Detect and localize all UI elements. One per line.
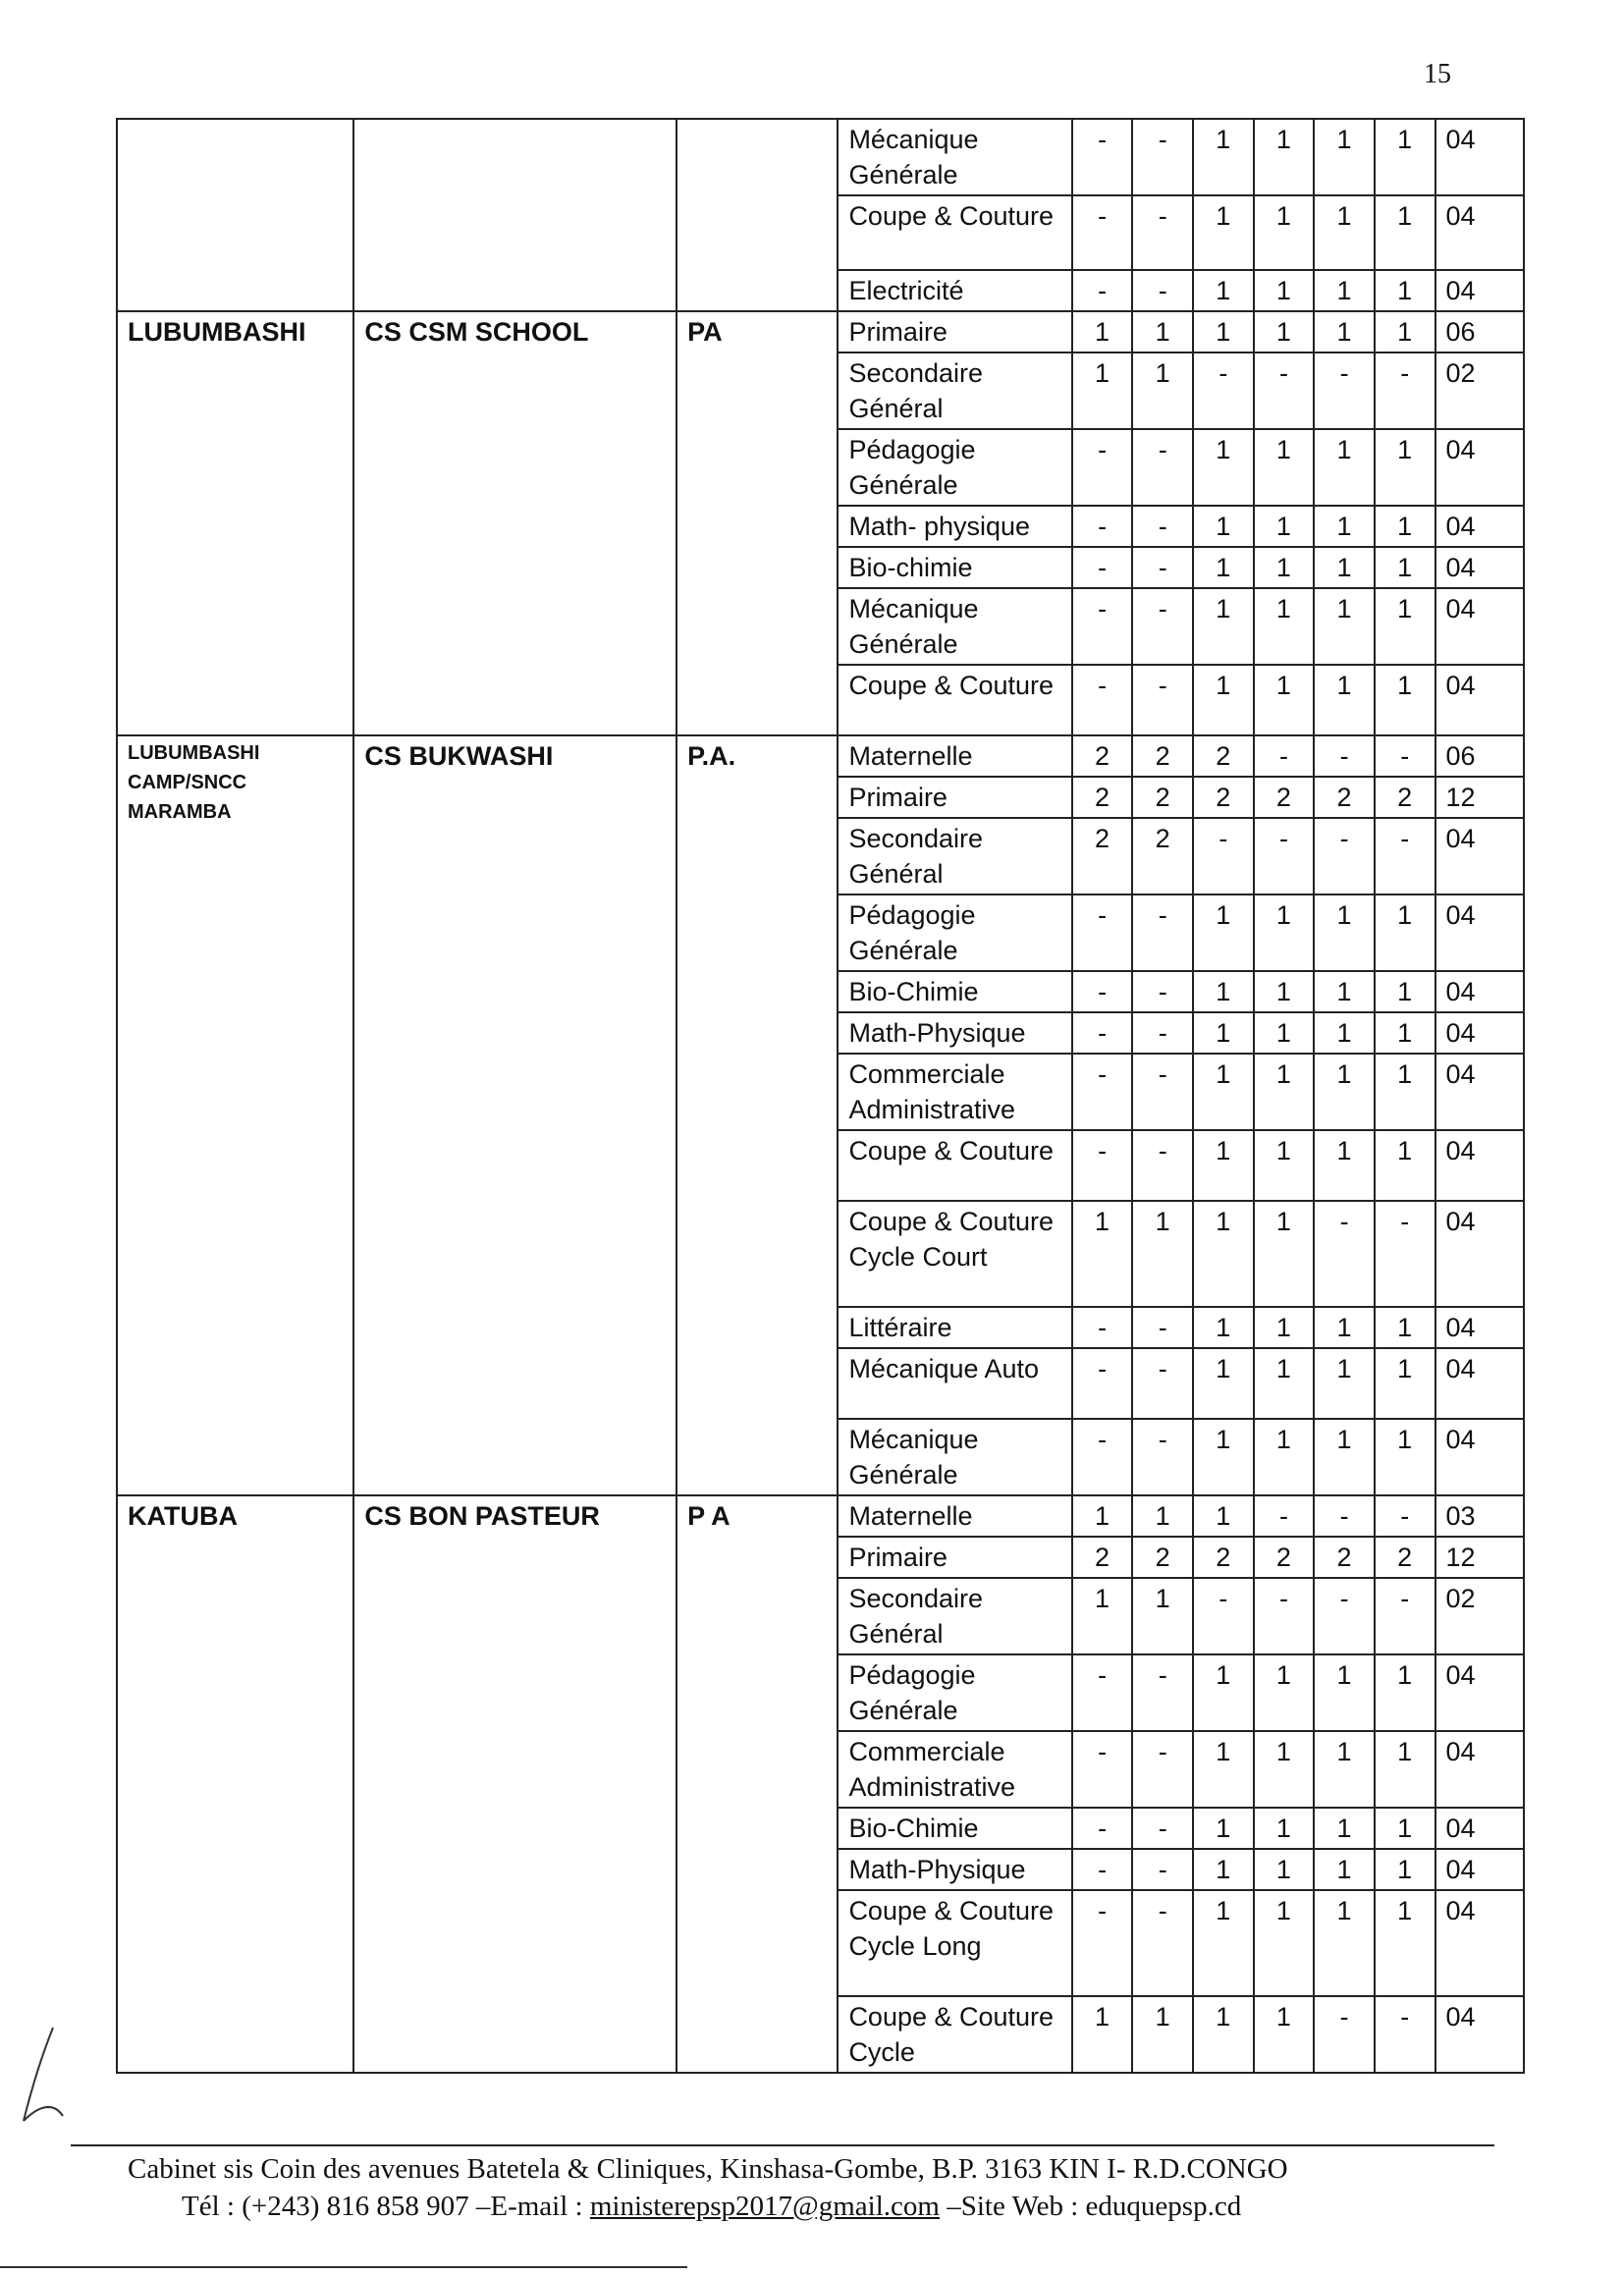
total-cell: 04 bbox=[1435, 195, 1525, 270]
class-count-cell: - bbox=[1072, 894, 1133, 971]
school-cell: CS CSM SCHOOL bbox=[353, 311, 677, 735]
option-cell: Pédagogie Générale bbox=[838, 429, 1071, 506]
class-count-cell: 1 bbox=[1314, 1012, 1375, 1054]
class-count-cell: - bbox=[1132, 1012, 1193, 1054]
class-count-cell: 1 bbox=[1072, 1201, 1133, 1307]
location-cell: KATUBA bbox=[117, 1495, 353, 2073]
total-cell: 06 bbox=[1435, 735, 1525, 777]
class-count-cell: - bbox=[1072, 1130, 1133, 1201]
option-cell: Commerciale Administrative bbox=[838, 1054, 1071, 1130]
class-count-cell: 1 bbox=[1193, 1495, 1254, 1537]
class-count-cell: 1 bbox=[1072, 311, 1133, 352]
class-count-cell: 1 bbox=[1314, 1654, 1375, 1731]
class-count-cell: - bbox=[1072, 429, 1133, 506]
footer-address: Cabinet sis Coin des avenues Batetela & Cliniques, Kinshasa-Gombe, B.P. 3163 KIN I- R.D.CONGO bbox=[128, 2153, 1288, 2185]
option-cell: Bio-chimie bbox=[838, 547, 1071, 588]
class-count-cell: - bbox=[1072, 547, 1133, 588]
class-count-cell: - bbox=[1132, 547, 1193, 588]
class-count-cell: 1 bbox=[1254, 1012, 1315, 1054]
class-count-cell: 1 bbox=[1314, 588, 1375, 665]
class-count-cell: - bbox=[1132, 1419, 1193, 1495]
handwritten-initial bbox=[14, 2023, 73, 2131]
class-count-cell: 2 bbox=[1254, 777, 1315, 818]
class-count-cell: 1 bbox=[1254, 1808, 1315, 1849]
total-cell: 04 bbox=[1435, 1201, 1525, 1307]
option-cell: Primaire bbox=[838, 311, 1071, 352]
total-cell: 04 bbox=[1435, 1054, 1525, 1130]
class-count-cell: 1 bbox=[1254, 429, 1315, 506]
option-cell: Coupe & Couture Cycle bbox=[838, 1996, 1071, 2073]
class-count-cell: 1 bbox=[1193, 270, 1254, 311]
class-count-cell: 1 bbox=[1254, 270, 1315, 311]
class-count-cell: 1 bbox=[1254, 588, 1315, 665]
class-count-cell: 1 bbox=[1314, 119, 1375, 195]
class-count-cell: 1 bbox=[1375, 1130, 1435, 1201]
class-count-cell: 1 bbox=[1254, 1130, 1315, 1201]
class-count-cell: - bbox=[1314, 1201, 1375, 1307]
class-count-cell: 1 bbox=[1072, 1996, 1133, 2073]
class-count-cell: 1 bbox=[1193, 971, 1254, 1012]
class-count-cell: 1 bbox=[1254, 971, 1315, 1012]
class-count-cell: 1 bbox=[1254, 1849, 1315, 1890]
class-count-cell: 1 bbox=[1314, 1890, 1375, 1996]
class-count-cell: 1 bbox=[1314, 429, 1375, 506]
class-count-cell: 1 bbox=[1132, 1578, 1193, 1654]
class-count-cell: - bbox=[1072, 665, 1133, 735]
class-count-cell: - bbox=[1375, 818, 1435, 894]
class-count-cell: 1 bbox=[1375, 665, 1435, 735]
class-count-cell: 1 bbox=[1193, 1201, 1254, 1307]
option-cell: Mécanique Générale bbox=[838, 588, 1071, 665]
class-count-cell: 1 bbox=[1375, 429, 1435, 506]
option-cell: Primaire bbox=[838, 1537, 1071, 1578]
class-count-cell: 1 bbox=[1193, 1890, 1254, 1996]
class-count-cell: - bbox=[1375, 1495, 1435, 1537]
option-cell: Secondaire Général bbox=[838, 818, 1071, 894]
class-count-cell: 1 bbox=[1193, 1808, 1254, 1849]
class-count-cell: 1 bbox=[1314, 311, 1375, 352]
school-cell bbox=[353, 119, 677, 311]
class-count-cell: 2 bbox=[1375, 1537, 1435, 1578]
footer-website: –Site Web : eduquepsp.cd bbox=[939, 2191, 1242, 2222]
class-count-cell: - bbox=[1132, 1130, 1193, 1201]
total-cell: 04 bbox=[1435, 818, 1525, 894]
class-count-cell: - bbox=[1072, 1419, 1133, 1495]
class-count-cell: 2 bbox=[1314, 777, 1375, 818]
option-cell: Primaire bbox=[838, 777, 1071, 818]
class-count-cell: - bbox=[1132, 1348, 1193, 1419]
class-count-cell: - bbox=[1132, 119, 1193, 195]
class-count-cell: 1 bbox=[1254, 1654, 1315, 1731]
page-number: 15 bbox=[1424, 59, 1451, 89]
class-count-cell: 1 bbox=[1193, 547, 1254, 588]
class-count-cell: 1 bbox=[1314, 270, 1375, 311]
total-cell: 12 bbox=[1435, 777, 1525, 818]
class-count-cell: 1 bbox=[1193, 1307, 1254, 1348]
class-count-cell: - bbox=[1072, 1348, 1133, 1419]
class-count-cell: 1 bbox=[1375, 1890, 1435, 1996]
class-count-cell: - bbox=[1254, 352, 1315, 429]
total-cell: 04 bbox=[1435, 1731, 1525, 1808]
class-count-cell: - bbox=[1072, 195, 1133, 270]
class-count-cell: - bbox=[1254, 1578, 1315, 1654]
option-cell: Math-Physique bbox=[838, 1012, 1071, 1054]
option-cell: Maternelle bbox=[838, 1495, 1071, 1537]
class-count-cell: 1 bbox=[1193, 1849, 1254, 1890]
class-count-cell: 1 bbox=[1375, 1808, 1435, 1849]
class-count-cell: 1 bbox=[1314, 1808, 1375, 1849]
option-cell: Electricité bbox=[838, 270, 1071, 311]
class-count-cell: - bbox=[1132, 971, 1193, 1012]
class-count-cell: 1 bbox=[1072, 1495, 1133, 1537]
status-cell: P A bbox=[677, 1495, 838, 2073]
option-cell: Coupe & Couture bbox=[838, 195, 1071, 270]
class-count-cell: 1 bbox=[1132, 1996, 1193, 2073]
class-count-cell: 1 bbox=[1254, 1348, 1315, 1419]
class-count-cell: - bbox=[1072, 1307, 1133, 1348]
total-cell: 04 bbox=[1435, 894, 1525, 971]
option-cell: Mécanique Générale bbox=[838, 119, 1071, 195]
class-count-cell: 1 bbox=[1072, 1578, 1133, 1654]
class-count-cell: 1 bbox=[1314, 1054, 1375, 1130]
option-cell: Bio-Chimie bbox=[838, 1808, 1071, 1849]
class-count-cell: - bbox=[1375, 1201, 1435, 1307]
class-count-cell: - bbox=[1072, 119, 1133, 195]
class-count-cell: 1 bbox=[1314, 971, 1375, 1012]
class-count-cell: 1 bbox=[1193, 894, 1254, 971]
class-count-cell: - bbox=[1072, 1808, 1133, 1849]
total-cell: 04 bbox=[1435, 1419, 1525, 1495]
class-count-cell: 1 bbox=[1314, 547, 1375, 588]
class-count-cell: 1 bbox=[1193, 1996, 1254, 2073]
class-count-cell: - bbox=[1072, 1849, 1133, 1890]
class-count-cell: - bbox=[1072, 1654, 1133, 1731]
class-count-cell: 2 bbox=[1072, 777, 1133, 818]
location-cell bbox=[117, 119, 353, 311]
class-count-cell: 1 bbox=[1254, 1307, 1315, 1348]
footer-phone: Tél : (+243) 816 858 907 –E-mail : bbox=[182, 2191, 590, 2222]
class-count-cell: - bbox=[1072, 1054, 1133, 1130]
schools-table bbox=[116, 118, 1525, 2074]
option-cell: Coupe & Couture bbox=[838, 665, 1071, 735]
class-count-cell: 2 bbox=[1314, 1537, 1375, 1578]
total-cell: 04 bbox=[1435, 547, 1525, 588]
option-cell: Mécanique Générale bbox=[838, 1419, 1071, 1495]
total-cell: 04 bbox=[1435, 119, 1525, 195]
option-cell: Math- physique bbox=[838, 506, 1071, 547]
class-count-cell: 1 bbox=[1193, 195, 1254, 270]
class-count-cell: 1 bbox=[1254, 1054, 1315, 1130]
class-count-cell: 2 bbox=[1193, 735, 1254, 777]
class-count-cell: - bbox=[1375, 735, 1435, 777]
class-count-cell: 1 bbox=[1375, 1419, 1435, 1495]
class-count-cell: 1 bbox=[1375, 971, 1435, 1012]
class-count-cell: 2 bbox=[1193, 777, 1254, 818]
class-count-cell: 1 bbox=[1314, 894, 1375, 971]
class-count-cell: 2 bbox=[1132, 735, 1193, 777]
class-count-cell: 1 bbox=[1072, 352, 1133, 429]
class-count-cell: 1 bbox=[1375, 1012, 1435, 1054]
table-row bbox=[117, 735, 1524, 777]
total-cell: 04 bbox=[1435, 1348, 1525, 1419]
class-count-cell: 1 bbox=[1375, 311, 1435, 352]
class-count-cell: - bbox=[1072, 588, 1133, 665]
class-count-cell: 1 bbox=[1193, 1012, 1254, 1054]
class-count-cell: - bbox=[1314, 818, 1375, 894]
option-cell: Pédagogie Générale bbox=[838, 1654, 1071, 1731]
class-count-cell: - bbox=[1375, 352, 1435, 429]
class-count-cell: 1 bbox=[1254, 665, 1315, 735]
class-count-cell: 1 bbox=[1193, 119, 1254, 195]
class-count-cell: - bbox=[1132, 1654, 1193, 1731]
class-count-cell: 1 bbox=[1193, 1130, 1254, 1201]
class-count-cell: 1 bbox=[1254, 506, 1315, 547]
class-count-cell: 1 bbox=[1375, 1054, 1435, 1130]
class-count-cell: - bbox=[1072, 506, 1133, 547]
class-count-cell: 1 bbox=[1375, 1348, 1435, 1419]
class-count-cell: 2 bbox=[1072, 735, 1133, 777]
class-count-cell: - bbox=[1072, 971, 1133, 1012]
class-count-cell: - bbox=[1254, 1495, 1315, 1537]
total-cell: 04 bbox=[1435, 270, 1525, 311]
class-count-cell: - bbox=[1193, 1578, 1254, 1654]
total-cell: 04 bbox=[1435, 1849, 1525, 1890]
option-cell: Littéraire bbox=[838, 1307, 1071, 1348]
footer-email-link[interactable]: ministerepsp2017@gmail.com bbox=[589, 2191, 940, 2222]
class-count-cell: 1 bbox=[1254, 195, 1315, 270]
bottom-divider bbox=[0, 2266, 687, 2268]
class-count-cell: 1 bbox=[1375, 1849, 1435, 1890]
school-cell: CS BUKWASHI bbox=[353, 735, 677, 1495]
total-cell: 06 bbox=[1435, 311, 1525, 352]
option-cell: Bio-Chimie bbox=[838, 971, 1071, 1012]
class-count-cell: 1 bbox=[1254, 1201, 1315, 1307]
class-count-cell: 2 bbox=[1132, 818, 1193, 894]
class-count-cell: 1 bbox=[1375, 1731, 1435, 1808]
table-row bbox=[117, 119, 1524, 195]
class-count-cell: 1 bbox=[1314, 1130, 1375, 1201]
class-count-cell: - bbox=[1132, 1731, 1193, 1808]
class-count-cell: 2 bbox=[1132, 1537, 1193, 1578]
status-cell: PA bbox=[677, 311, 838, 735]
class-count-cell: - bbox=[1132, 195, 1193, 270]
class-count-cell: - bbox=[1132, 429, 1193, 506]
class-count-cell: 1 bbox=[1254, 311, 1315, 352]
class-count-cell: 1 bbox=[1132, 311, 1193, 352]
class-count-cell: 1 bbox=[1254, 1890, 1315, 1996]
class-count-cell: 1 bbox=[1132, 1201, 1193, 1307]
class-count-cell: 1 bbox=[1375, 270, 1435, 311]
location-cell: LUBUMBASHI bbox=[117, 311, 353, 735]
class-count-cell: - bbox=[1132, 270, 1193, 311]
class-count-cell: 1 bbox=[1254, 1419, 1315, 1495]
option-cell: Commerciale Administrative bbox=[838, 1731, 1071, 1808]
class-count-cell: - bbox=[1193, 352, 1254, 429]
class-count-cell: - bbox=[1254, 735, 1315, 777]
class-count-cell: - bbox=[1314, 352, 1375, 429]
class-count-cell: 1 bbox=[1375, 1307, 1435, 1348]
total-cell: 12 bbox=[1435, 1537, 1525, 1578]
class-count-cell: 1 bbox=[1375, 588, 1435, 665]
class-count-cell: - bbox=[1314, 735, 1375, 777]
class-count-cell: 1 bbox=[1314, 195, 1375, 270]
total-cell: 04 bbox=[1435, 588, 1525, 665]
total-cell: 03 bbox=[1435, 1495, 1525, 1537]
class-count-cell: 2 bbox=[1193, 1537, 1254, 1578]
class-count-cell: 1 bbox=[1193, 1054, 1254, 1130]
class-count-cell: 2 bbox=[1072, 1537, 1133, 1578]
class-count-cell: - bbox=[1132, 894, 1193, 971]
class-count-cell: 1 bbox=[1375, 506, 1435, 547]
status-cell: P.A. bbox=[677, 735, 838, 1495]
class-count-cell: - bbox=[1072, 1731, 1133, 1808]
class-count-cell: 2 bbox=[1132, 777, 1193, 818]
class-count-cell: 1 bbox=[1193, 588, 1254, 665]
option-cell: Coupe & Couture Cycle Long bbox=[838, 1890, 1071, 1996]
total-cell: 04 bbox=[1435, 1996, 1525, 2073]
class-count-cell: - bbox=[1375, 1578, 1435, 1654]
table-row bbox=[117, 1495, 1524, 1537]
class-count-cell: 1 bbox=[1193, 429, 1254, 506]
class-count-cell: - bbox=[1132, 1849, 1193, 1890]
class-count-cell: 1 bbox=[1193, 506, 1254, 547]
class-count-cell: - bbox=[1132, 506, 1193, 547]
total-cell: 04 bbox=[1435, 1890, 1525, 1996]
class-count-cell: 1 bbox=[1193, 311, 1254, 352]
class-count-cell: - bbox=[1314, 1578, 1375, 1654]
total-cell: 04 bbox=[1435, 1307, 1525, 1348]
class-count-cell: 1 bbox=[1193, 1654, 1254, 1731]
class-count-cell: 1 bbox=[1193, 1731, 1254, 1808]
total-cell: 02 bbox=[1435, 352, 1525, 429]
class-count-cell: - bbox=[1132, 1054, 1193, 1130]
class-count-cell: - bbox=[1132, 665, 1193, 735]
class-count-cell: 1 bbox=[1193, 1348, 1254, 1419]
class-count-cell: 1 bbox=[1314, 506, 1375, 547]
class-count-cell: 1 bbox=[1132, 352, 1193, 429]
class-count-cell: - bbox=[1193, 818, 1254, 894]
option-cell: Secondaire Général bbox=[838, 1578, 1071, 1654]
table-row bbox=[117, 311, 1524, 352]
class-count-cell: - bbox=[1254, 818, 1315, 894]
class-count-cell: 1 bbox=[1254, 894, 1315, 971]
option-cell: Coupe & Couture Cycle Court bbox=[838, 1201, 1071, 1307]
class-count-cell: 1 bbox=[1314, 665, 1375, 735]
footer bbox=[128, 2150, 1502, 2225]
total-cell: 04 bbox=[1435, 665, 1525, 735]
class-count-cell: 1 bbox=[1375, 547, 1435, 588]
footer-contact bbox=[128, 2188, 1502, 2225]
class-count-cell: 1 bbox=[1375, 1654, 1435, 1731]
status-cell bbox=[677, 119, 838, 311]
class-count-cell: - bbox=[1072, 1890, 1133, 1996]
class-count-cell: 1 bbox=[1375, 894, 1435, 971]
class-count-cell: - bbox=[1314, 1996, 1375, 2073]
class-count-cell: - bbox=[1375, 1996, 1435, 2073]
class-count-cell: 2 bbox=[1375, 777, 1435, 818]
class-count-cell: 1 bbox=[1254, 119, 1315, 195]
option-cell: Secondaire Général bbox=[838, 352, 1071, 429]
class-count-cell: - bbox=[1132, 588, 1193, 665]
class-count-cell: 1 bbox=[1314, 1731, 1375, 1808]
class-count-cell: - bbox=[1132, 1307, 1193, 1348]
total-cell: 04 bbox=[1435, 506, 1525, 547]
total-cell: 04 bbox=[1435, 1130, 1525, 1201]
table-body bbox=[117, 119, 1524, 2073]
class-count-cell: - bbox=[1072, 1012, 1133, 1054]
option-cell: Pédagogie Générale bbox=[838, 894, 1071, 971]
class-count-cell: 1 bbox=[1375, 195, 1435, 270]
option-cell: Coupe & Couture bbox=[838, 1130, 1071, 1201]
location-cell: LUBUMBASHI CAMP/SNCC MARAMBA bbox=[117, 735, 353, 1495]
class-count-cell: 1 bbox=[1254, 1996, 1315, 2073]
school-cell: CS BON PASTEUR bbox=[353, 1495, 677, 2073]
class-count-cell: - bbox=[1132, 1808, 1193, 1849]
class-count-cell: 1 bbox=[1314, 1348, 1375, 1419]
option-cell: Mécanique Auto bbox=[838, 1348, 1071, 1419]
class-count-cell: - bbox=[1132, 1890, 1193, 1996]
total-cell: 04 bbox=[1435, 1654, 1525, 1731]
class-count-cell: 1 bbox=[1193, 1419, 1254, 1495]
total-cell: 04 bbox=[1435, 429, 1525, 506]
total-cell: 04 bbox=[1435, 1012, 1525, 1054]
class-count-cell: 1 bbox=[1314, 1849, 1375, 1890]
footer-divider bbox=[71, 2144, 1494, 2146]
option-cell: Maternelle bbox=[838, 735, 1071, 777]
class-count-cell: 1 bbox=[1193, 665, 1254, 735]
class-count-cell: 2 bbox=[1254, 1537, 1315, 1578]
total-cell: 04 bbox=[1435, 971, 1525, 1012]
total-cell: 02 bbox=[1435, 1578, 1525, 1654]
class-count-cell: 1 bbox=[1254, 1731, 1315, 1808]
class-count-cell: 1 bbox=[1314, 1419, 1375, 1495]
class-count-cell: - bbox=[1072, 270, 1133, 311]
class-count-cell: 1 bbox=[1314, 1307, 1375, 1348]
class-count-cell: - bbox=[1314, 1495, 1375, 1537]
class-count-cell: 1 bbox=[1375, 119, 1435, 195]
class-count-cell: 1 bbox=[1254, 547, 1315, 588]
option-cell: Math-Physique bbox=[838, 1849, 1071, 1890]
class-count-cell: 2 bbox=[1072, 818, 1133, 894]
total-cell: 04 bbox=[1435, 1808, 1525, 1849]
class-count-cell: 1 bbox=[1132, 1495, 1193, 1537]
